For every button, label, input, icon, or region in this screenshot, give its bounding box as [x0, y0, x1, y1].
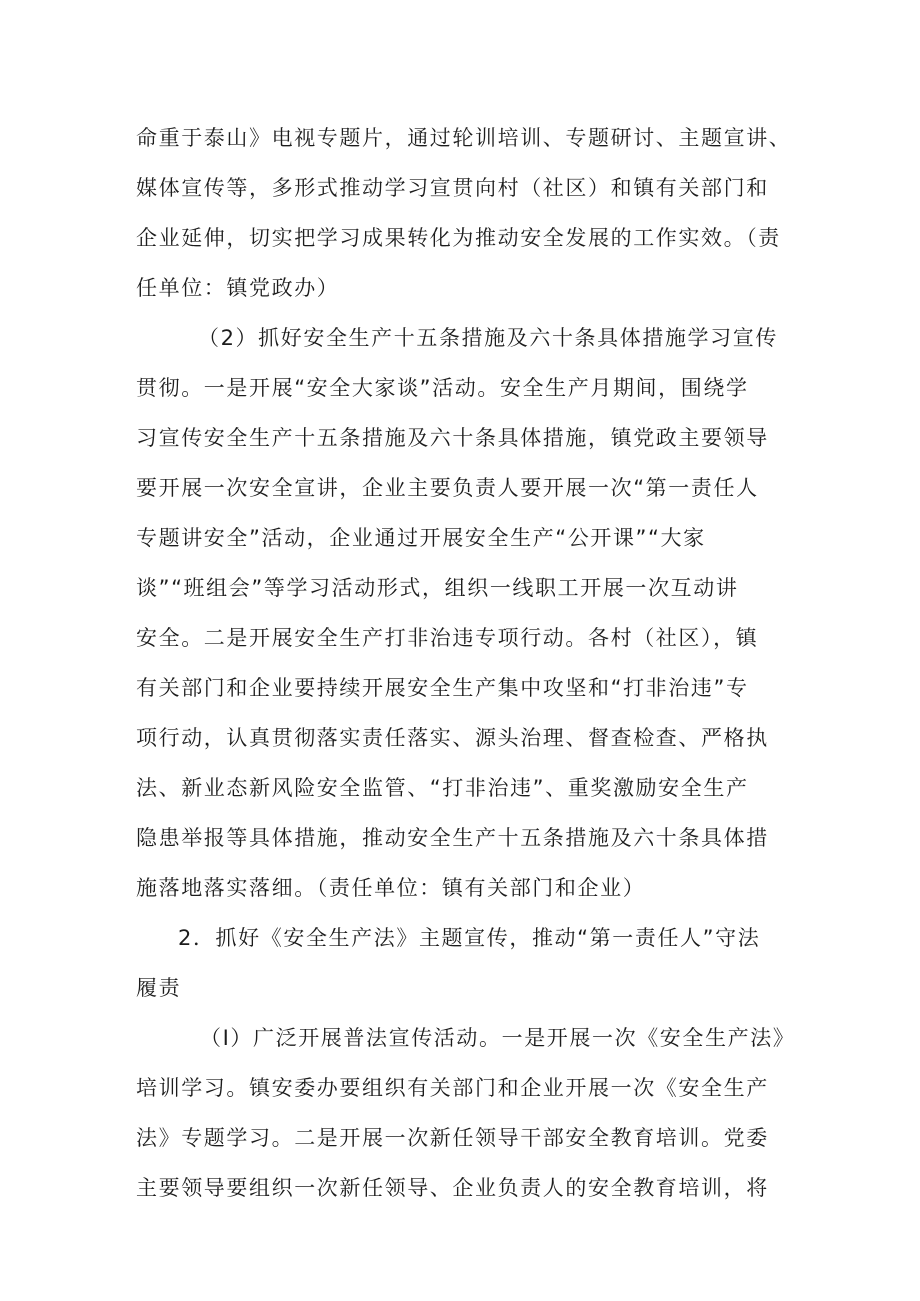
text-line: 项行动，认真贯彻落实责任落实、源头治理、督查检查、严格执 [136, 726, 769, 750]
section-heading-continuation: 履责 [136, 976, 182, 1000]
text-line: 主要领导要组织一次新任领导、企业负责人的安全教育培训，将 [136, 1176, 769, 1200]
text-line: 隐患举报等具体措施，推动安全生产十五条措施及六十条具体措 [136, 826, 769, 850]
text-line: 谈”“班组会”等学习活动形式，组织一线职工开展一次互动讲 [136, 576, 739, 600]
text-line: 法》专题学习。二是开展一次新任领导干部安全教育培训。党委 [136, 1126, 769, 1150]
paragraph-heading: （2）抓好安全生产十五条措施及六十条具体措施学习宣传 [198, 326, 778, 350]
text-line: 专题讲安全”活动，企业通过开展安全生产“公开课”“大家 [136, 526, 706, 550]
text-line: 任单位：镇党政办） [136, 276, 340, 300]
text-line: 媒体宣传等，多形式推动学习宣贯向村（社区）和镇有关部门和 [136, 176, 769, 200]
text-line: 习宣传安全生产十五条措施及六十条具体措施，镇党政主要领导 [136, 426, 769, 450]
text-line: 要开展一次安全宣讲，企业主要负责人要开展一次“第一责任人 [136, 476, 759, 500]
text-line: 施落地落实落细。（责任单位：镇有关部门和企业） [136, 876, 646, 900]
text-line: 有关部门和企业要持续开展安全生产集中攻坚和“打非治违”专 [136, 676, 749, 700]
text-line: 命重于泰山》电视专题片，通过轮训培训、专题研讨、主题宣讲、 [136, 126, 792, 150]
paragraph-heading: （I）广泛开展普法宣传活动。一是开展一次《安全生产法》 [200, 1026, 796, 1050]
text-line: 培训学习。镇安委办要组织有关部门和企业开展一次《安全生产 [136, 1076, 769, 1100]
text-line: 法、新业态新风险安全监管、“打非治违”、重奖激励安全生产 [136, 776, 749, 800]
text-line: 企业延伸，切实把学习成果转化为推动安全发展的工作实效。（责 [136, 226, 781, 250]
section-heading: 2．抓好《安全生产法》主题宣传，推动“第一责任人”守法 [178, 926, 761, 950]
text-line: 贯彻。一是开展“安全大家谈”活动。安全生产月期间，围绕学 [136, 376, 749, 400]
text-line: 安全。二是开展安全生产打非治违专项行动。各村（社区），镇 [136, 626, 759, 650]
